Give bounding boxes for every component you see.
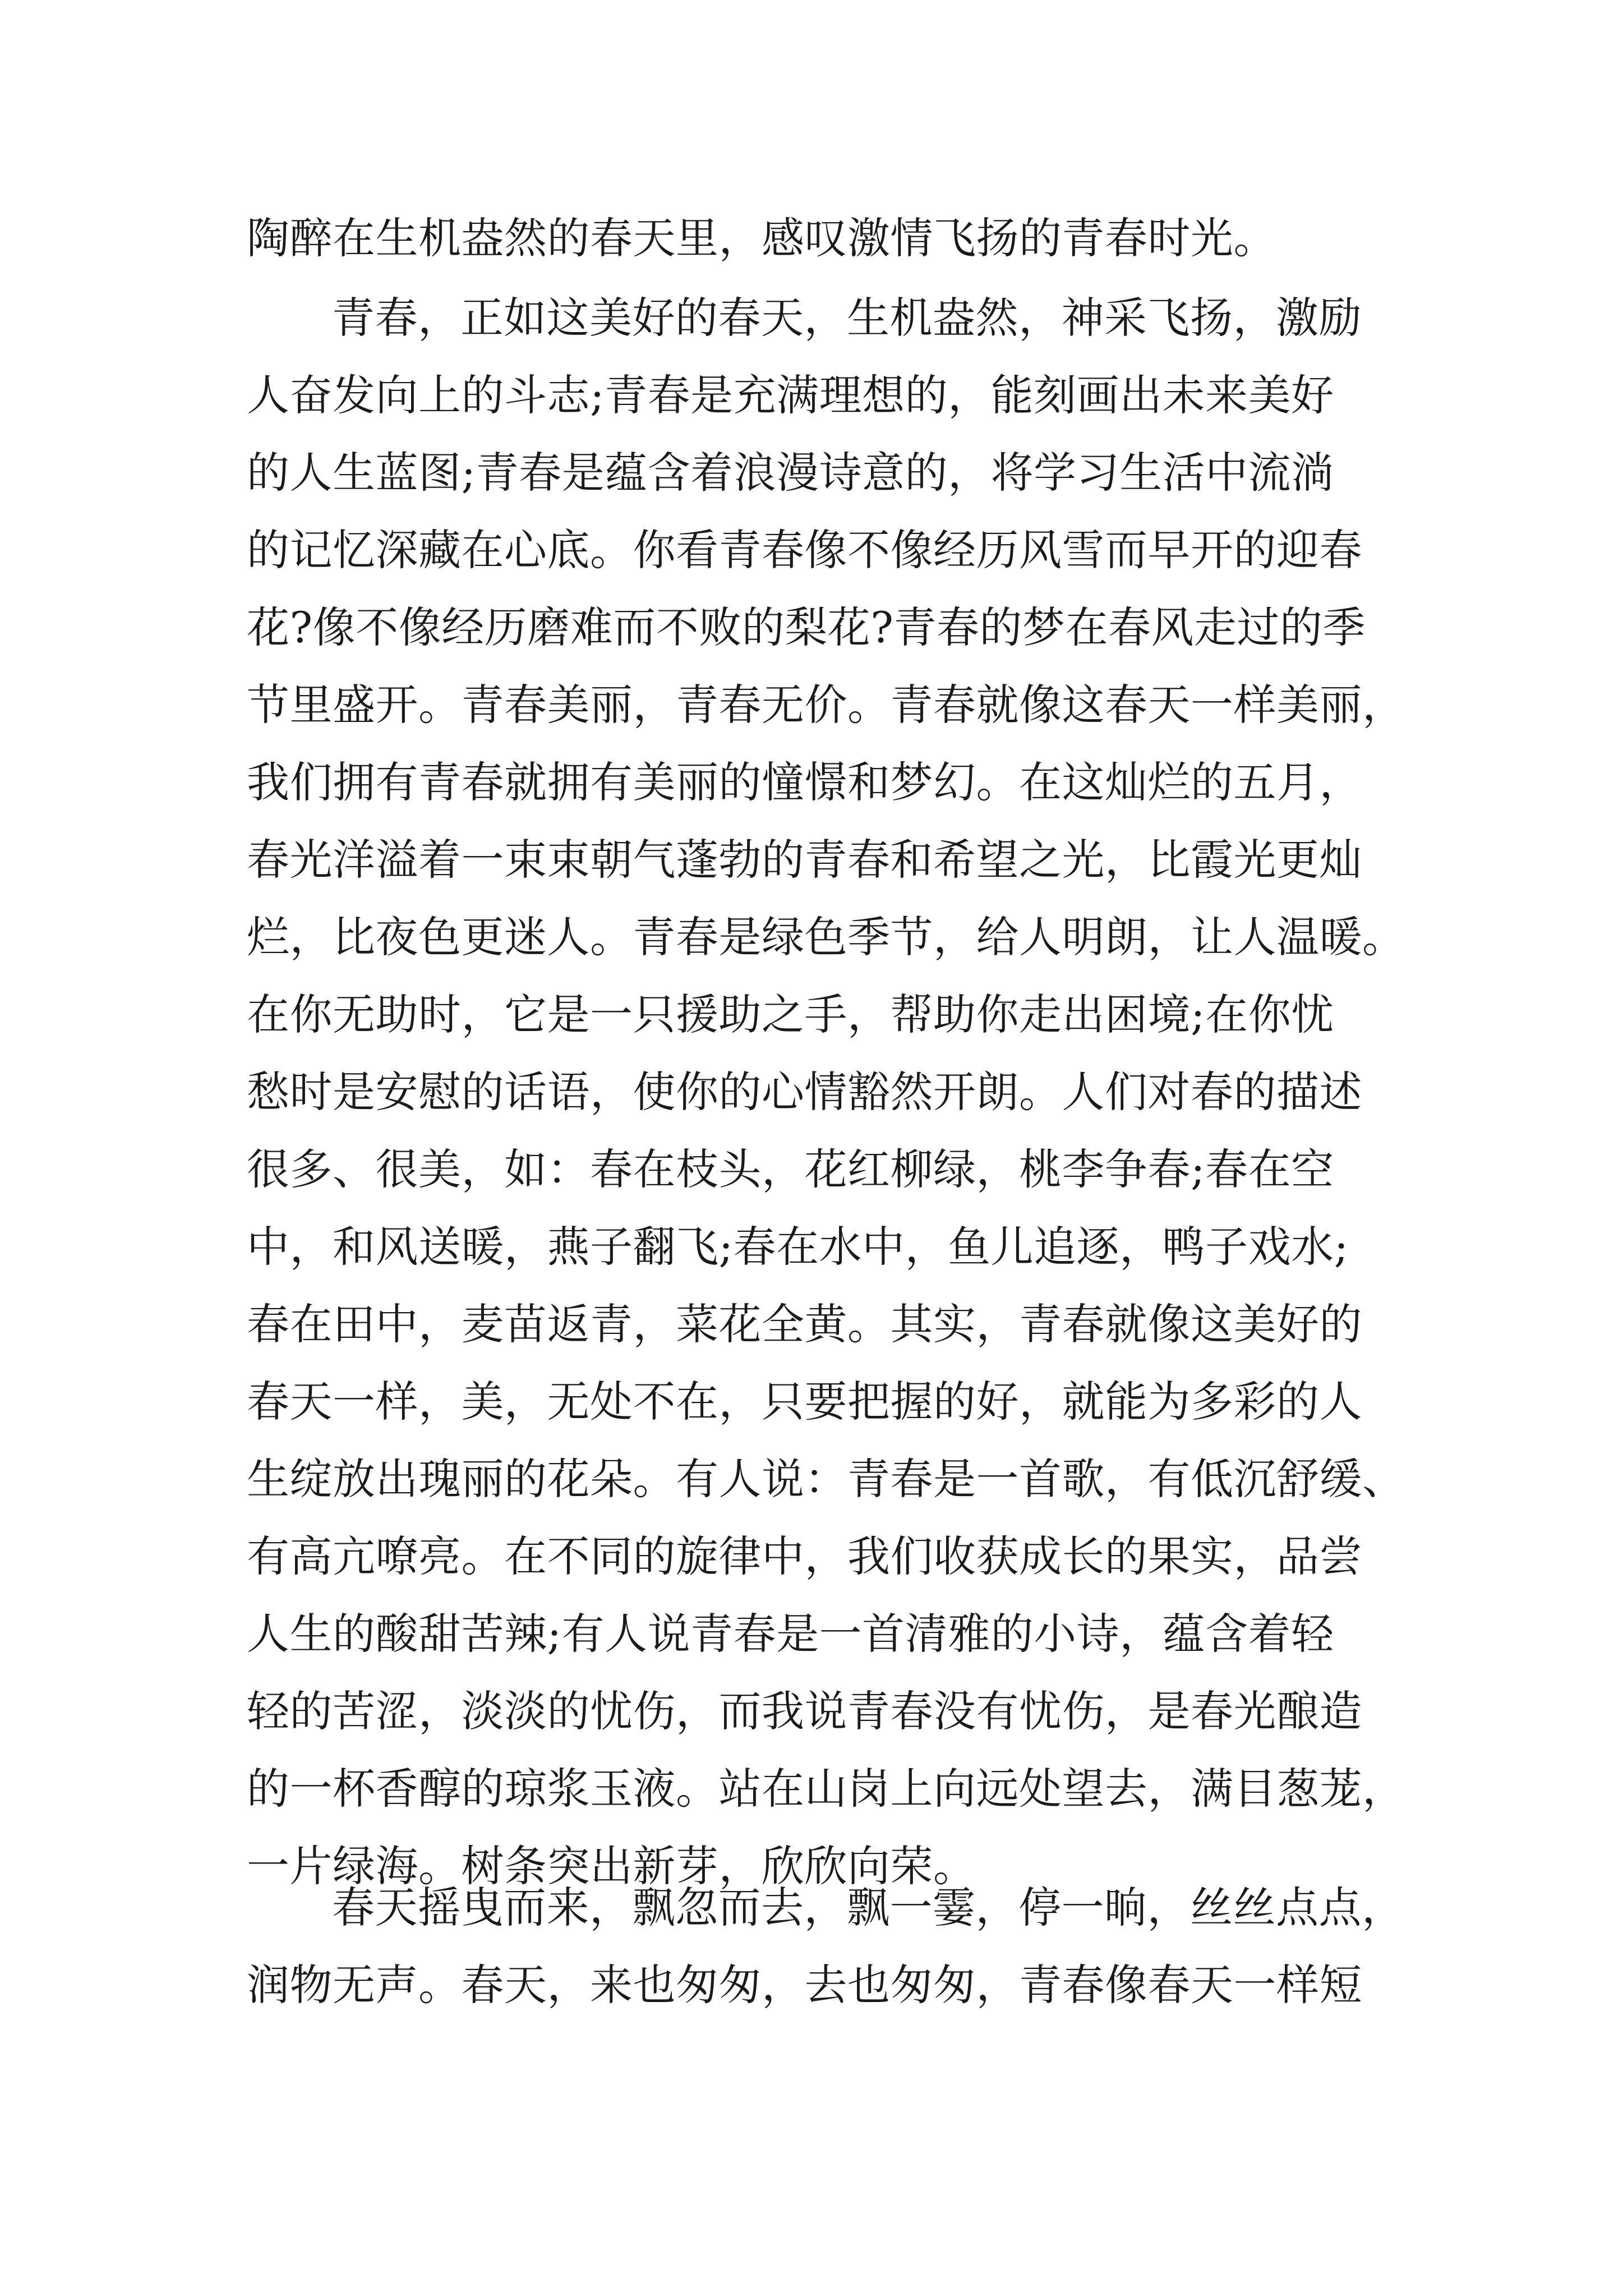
paragraph-line: 春光洋溢着一束束朝气蓬勃的青春和希望之光，比霞光更灿 — [247, 835, 1362, 885]
paragraph-line: 生绽放出瑰丽的花朵。有人说：青春是一首歌，有低沉舒缓、 — [247, 1454, 1405, 1504]
paragraph-line: 愁时是安慰的话语，使你的心情豁然开朗。人们对春的描述 — [247, 1067, 1362, 1117]
paragraph-line: 的记忆深藏在心底。你看青春像不像经历风雪而早开的迎春 — [247, 525, 1362, 575]
paragraph-line: 一片绿海。树条突出新芽，欣欣向荣。 — [247, 1841, 976, 1891]
paragraph-3 — [247, 1869, 1405, 2024]
paragraph-line: 轻的苦涩，淡淡的忧伤，而我说青春没有忧伤，是春光酿造 — [247, 1686, 1362, 1736]
paragraph-line: 人奋发向上的斗志;青春是充满理想的，能刻画出未来美好 — [247, 370, 1334, 420]
paragraph-line: 节里盛开。青春美丽，青春无价。青春就像这春天一样美丽， — [247, 680, 1405, 730]
paragraph-line: 在你无助时，它是一只援助之手，帮助你走出困境;在你忧 — [247, 990, 1334, 1039]
paragraph-line: 春天一样，美，无处不在，只要把握的好，就能为多彩的人 — [247, 1377, 1362, 1427]
paragraph-line: 的一杯香醇的琼浆玉液。站在山岗上向远处望去，满目葱茏， — [247, 1764, 1405, 1814]
paragraph-line: 人生的酸甜苦辣;有人说青春是一首清雅的小诗，蕴含着轻 — [247, 1609, 1334, 1659]
paragraph-line: 青春，正如这美好的春天，生机盎然，神采飞扬，激励 — [332, 293, 1362, 343]
paragraph-line: 花?像不像经历磨难而不败的梨花?青春的梦在春风走过的季 — [247, 602, 1366, 652]
paragraph-line: 我们拥有青春就拥有美丽的憧憬和梦幻。在这灿烂的五月， — [247, 757, 1362, 807]
paragraph-line: 春在田中，麦苗返青，菜花全黄。其实，青春就像这美好的 — [247, 1299, 1362, 1349]
paragraph-line: 润物无声。春天，来也匆匆，去也匆匆，青春像春天一样短 — [247, 1960, 1362, 2010]
paragraph-line: 春天摇曳而来，飘忽而去，飘一霎，停一晌，丝丝点点， — [332, 1883, 1405, 1932]
paragraph-line: 有高亢嘹亮。在不同的旋律中，我们收获成长的果实，品尝 — [247, 1531, 1362, 1581]
paragraph-line: 的人生蓝图;青春是蕴含着浪漫诗意的，将学习生活中流淌 — [247, 448, 1334, 498]
paragraph-line: 陶醉在生机盎然的春天里，感叹激情飞扬的青春时光。 — [247, 213, 1276, 263]
paragraph-2 — [247, 279, 1405, 1905]
paragraph-line: 中，和风送暖，燕子翻飞;春在水中，鱼儿追逐，鸭子戏水; — [247, 1222, 1349, 1272]
paragraph-line: 很多、很美，如：春在枝头，花红柳绿，桃李争春;春在空 — [247, 1144, 1334, 1194]
paragraph-line: 烂，比夜色更迷人。青春是绿色季节，给人明朗，让人温暖。 — [247, 912, 1405, 962]
paragraph-1 — [247, 200, 1402, 277]
